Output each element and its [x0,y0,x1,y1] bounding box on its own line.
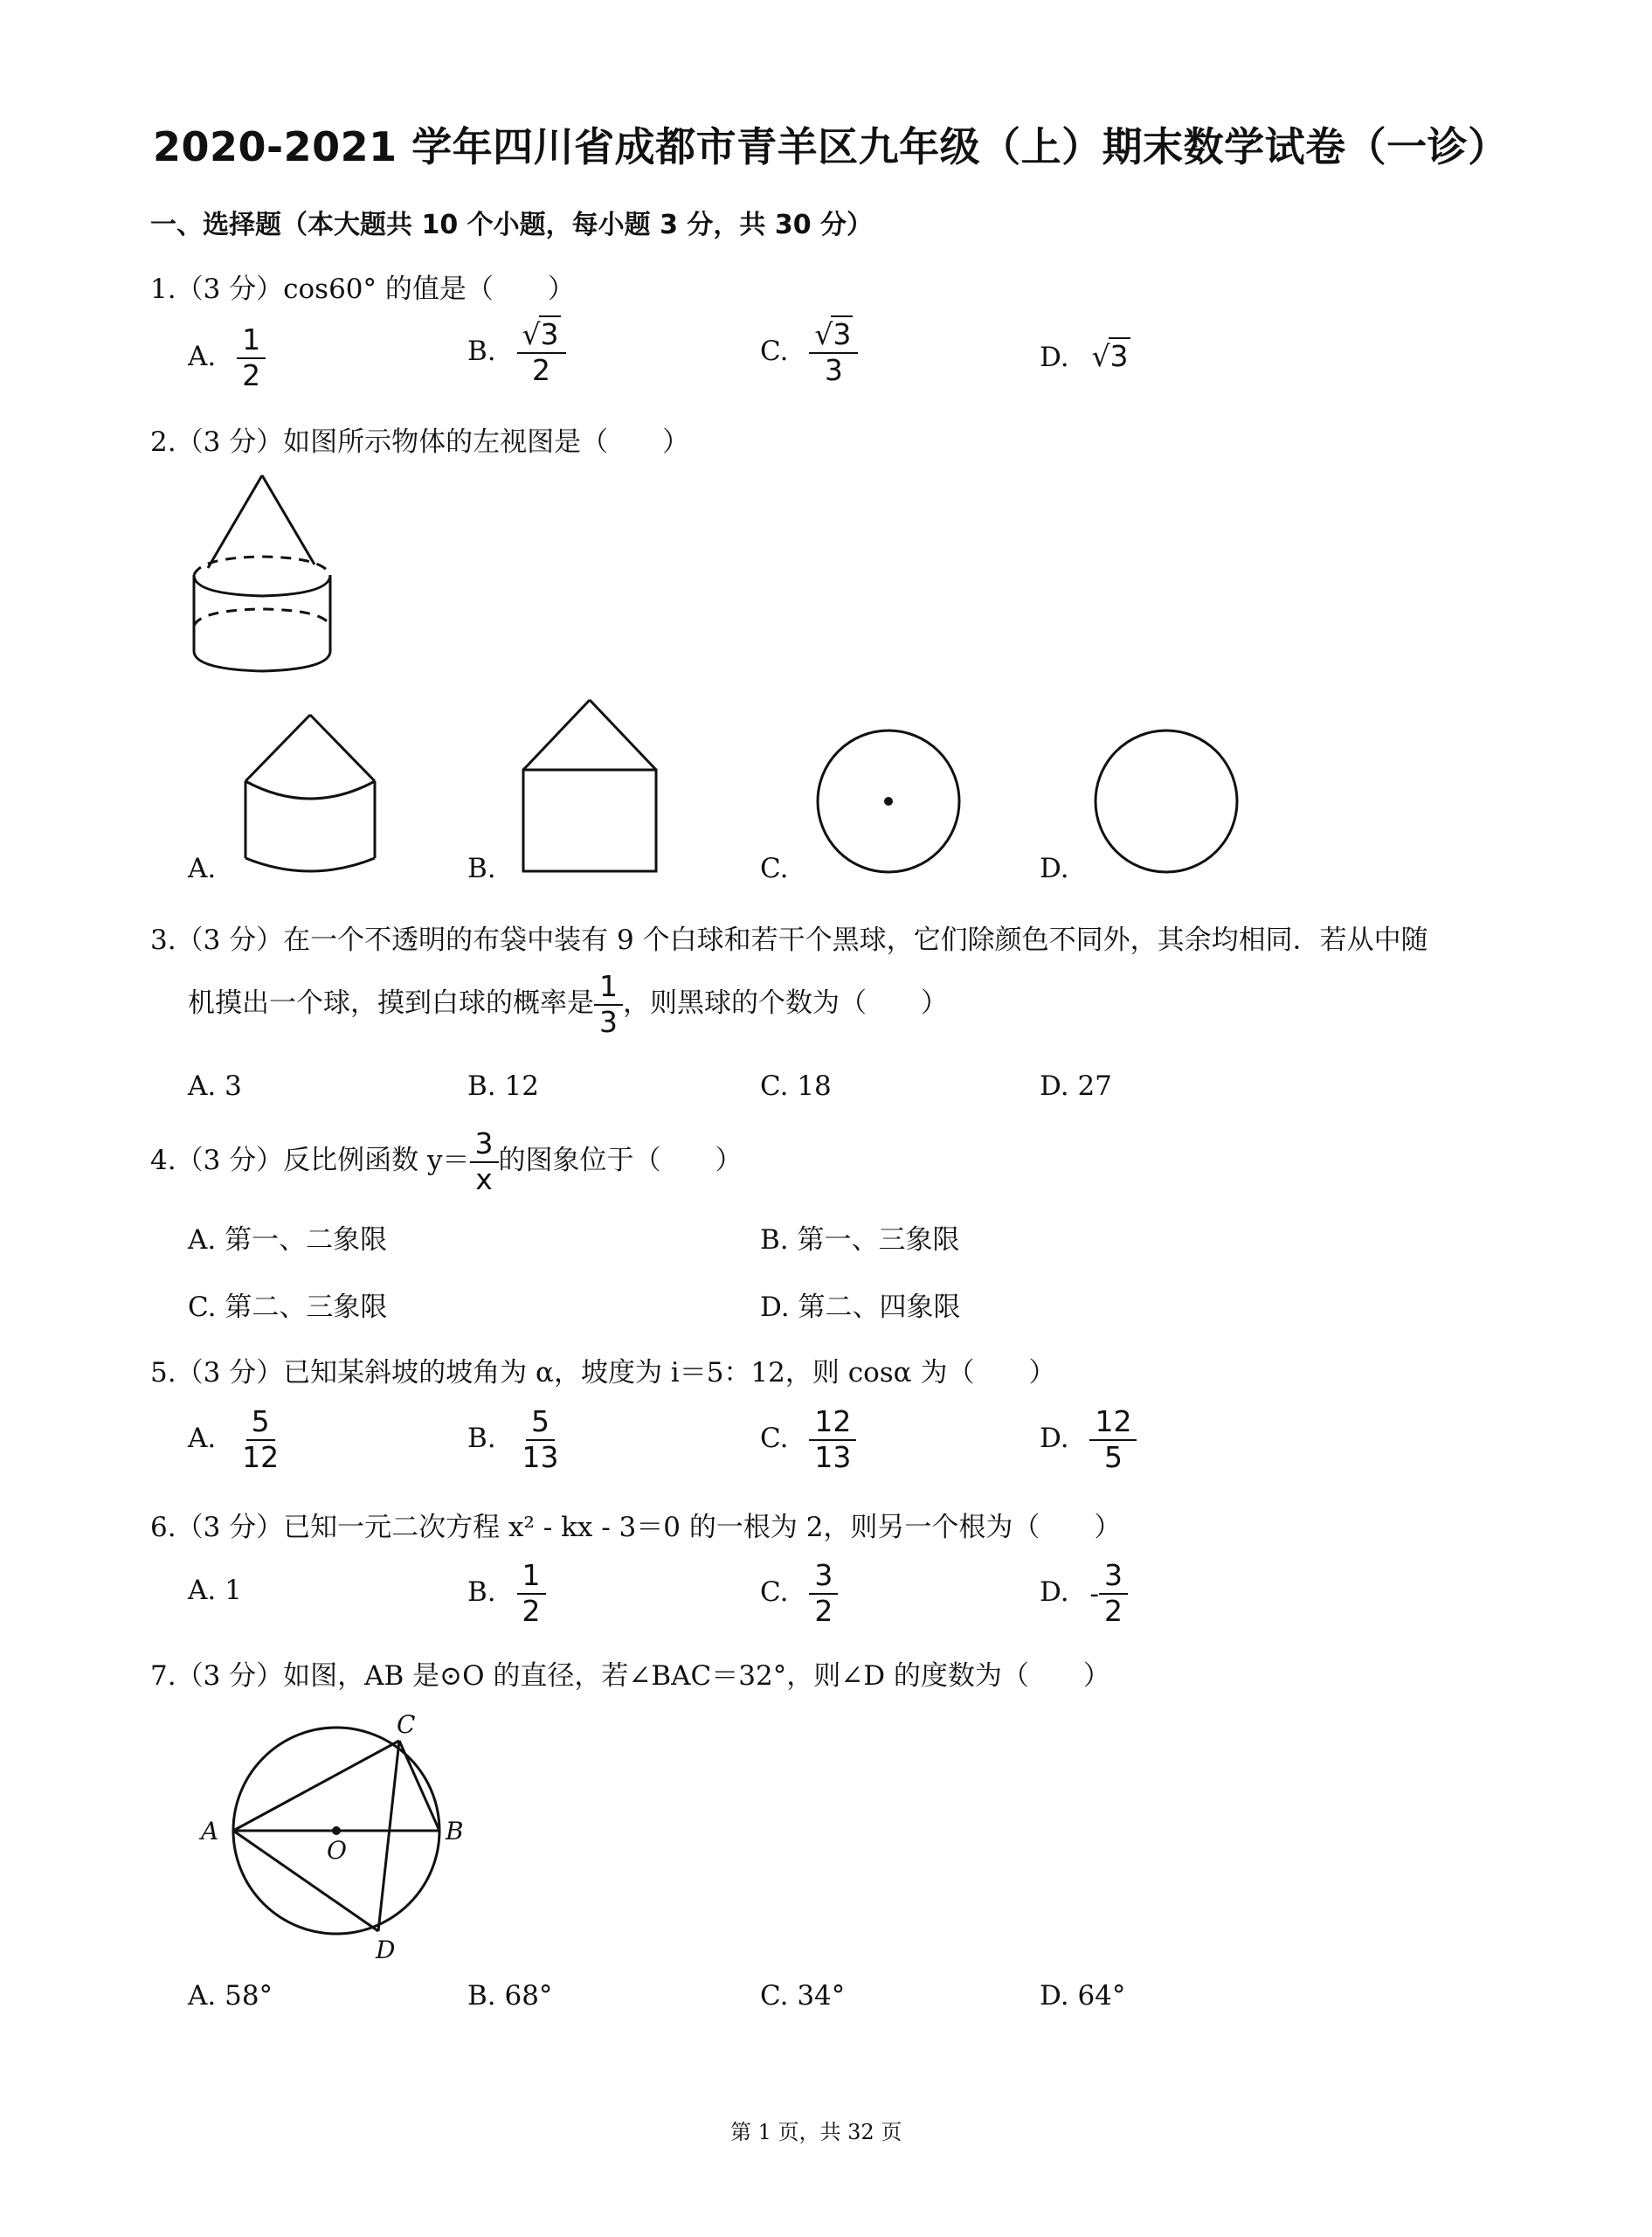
q6-option-d-fraction [1099,1558,1128,1628]
q1-option-b[interactable] [467,317,566,387]
center-dot [884,797,893,806]
q4-option-d[interactable]: D. 第二、四象限 [760,1292,961,1323]
fraction-denominator: 2 [814,1593,833,1628]
chord-ad [233,1831,378,1931]
q3-option-d[interactable]: D. 27 [1040,1070,1112,1102]
q6-option-a[interactable]: A. 1 [188,1575,242,1606]
sqrt-symbol: √3 [522,317,559,351]
fraction-denominator: 13 [522,1439,559,1474]
q5-option-d-label: D. [1040,1423,1069,1455]
q6-option-b-fraction [517,1558,546,1628]
fraction-numerator: 3 [809,1561,838,1595]
q1-option-c[interactable] [760,317,858,387]
fraction-numerator: 5 [246,1407,275,1441]
q2-option-c-label[interactable]: C. [760,853,789,884]
fraction-numerator: 1 [237,325,266,359]
q5-option-d-fraction [1089,1404,1137,1474]
q1-option-a-label: A. [188,341,217,373]
q6-option-c[interactable] [760,1558,838,1628]
fraction-numerator: 12 [1089,1407,1137,1441]
q2-option-b-label[interactable]: B. [467,853,496,884]
question-3-line1: 3.（3 分）在一个不透明的布袋中装有 9 个白球和若干个黑球，它们除颜色不同外，其余均相同．若从中随 [150,925,1428,956]
point-label-b: B [446,1817,464,1846]
q1-option-d-label: D. [1040,342,1069,373]
q7-option-d[interactable]: D. 64° [1040,1980,1126,2012]
sqrt-symbol: √3 [814,317,852,351]
q7-option-a[interactable]: A. 58° [188,1980,273,2012]
question-3-line2 [188,969,948,1039]
q3-option-c[interactable]: C. 18 [760,1070,832,1102]
q6-option-b-label: B. [467,1576,496,1609]
q6-option-d[interactable] [1040,1558,1128,1628]
q2-option-d-figure [1092,730,1241,878]
fraction-denominator: 2 [532,352,551,387]
q5-option-c[interactable] [760,1404,856,1474]
q7-option-b[interactable]: B. 68° [467,1980,553,2012]
q6-option-c-fraction [809,1558,838,1628]
point-label-a: A [201,1817,219,1846]
point-label-d: D [376,1936,396,1964]
q7-option-c[interactable]: C. 34° [760,1980,846,2012]
fraction-numerator [517,317,566,354]
radicand: 3 [540,317,559,351]
fraction-denominator: 13 [814,1439,852,1474]
q3-probability-fraction [594,969,623,1039]
negative-sign: - [1089,1577,1099,1610]
q4-function-fraction [470,1126,499,1196]
q3-line2-post: ，则黑球的个数为（ ） [623,987,948,1020]
fraction-denominator: 2 [522,1593,541,1628]
q4-option-a[interactable]: A. 第一、二象限 [188,1224,388,1256]
q5-option-b-label: B. [467,1423,496,1455]
sqrt-symbol: √3 [1091,339,1129,373]
q5-option-a-label: A. [188,1423,217,1455]
q4-post: 的图象位于（ ） [498,1145,743,1177]
q1-option-b-label: B. [467,336,496,368]
q4-pre: 4.（3 分）反比例函数 y＝ [150,1145,470,1177]
question-7-stem: 7.（3 分）如图，AB 是⊙O 的直径，若∠BAC＝32°，则∠D 的度数为（ ） [150,1660,1110,1692]
q5-option-c-fraction [809,1404,856,1474]
q5-option-a-fraction [237,1404,284,1474]
q1-option-a[interactable] [188,322,266,392]
q2-option-a-label[interactable]: A. [188,853,217,884]
fraction-denominator: 12 [242,1439,280,1474]
q3-option-a[interactable]: A. 3 [188,1070,242,1102]
fraction-numerator: 12 [809,1407,856,1441]
point-label-c: C [397,1710,416,1739]
circle-geometry-figure [192,1708,480,1962]
fraction-denominator: 3 [824,352,843,387]
fraction-numerator: 1 [594,972,623,1006]
q1-option-c-label: C. [760,336,789,368]
q1-option-c-fraction [809,317,858,387]
q1-option-a-fraction [237,322,266,392]
chord-ac [233,1741,399,1831]
fraction-numerator: 3 [470,1129,499,1163]
question-5-stem: 5.（3 分）已知某斜坡的坡角为 α，坡度为 i＝5：12，则 cosα 为（ ） [150,1357,1056,1389]
q2-option-b-figure [520,695,660,878]
q2-option-c-figure [814,730,963,878]
question-1-stem: 1.（3 分）cos60° 的值是（ ） [150,274,575,305]
q1-option-b-fraction [517,317,566,387]
question-6-stem: 6.（3 分）已知一元二次方程 x² - kx - 3＝0 的一根为 2，则另一个根为（ ） [150,1512,1122,1543]
fraction-denominator: x [475,1161,493,1196]
fraction-denominator: 3 [599,1004,618,1039]
page-title: 2020-2021 学年四川省成都市青羊区九年级（上）期末数学试卷（一诊） [153,123,1509,170]
radicand: 3 [833,317,852,351]
question-2-stem: 2.（3 分）如图所示物体的左视图是（ ） [150,426,690,458]
q5-option-a[interactable] [188,1404,284,1474]
fraction-denominator: 2 [1103,1593,1123,1628]
fraction-numerator: 5 [526,1407,555,1441]
q5-option-b-fraction [517,1404,564,1474]
chord-cb [399,1741,439,1831]
chord-cd [378,1741,399,1931]
section-heading: 一、选择题（本大题共 10 个小题，每小题 3 分，共 30 分） [150,210,874,240]
fraction-denominator: 5 [1103,1439,1123,1474]
q2-option-d-label[interactable]: D. [1040,853,1069,884]
q3-line2-pre: 机摸出一个球，摸到白球的概率是 [188,987,594,1020]
q3-option-b[interactable]: B. 12 [467,1070,539,1102]
q6-option-b[interactable] [467,1558,546,1628]
q4-option-c[interactable]: C. 第二、三象限 [188,1292,388,1323]
fraction-numerator: 1 [517,1561,546,1595]
center-point [332,1826,341,1835]
fraction-numerator: 3 [1099,1561,1128,1595]
q2-option-a-figure [240,710,380,876]
cone-cylinder-figure [183,472,341,673]
q5-option-b[interactable] [467,1404,564,1474]
question-4-stem [150,1126,743,1196]
q5-option-c-label: C. [760,1423,789,1455]
q5-option-d[interactable] [1040,1404,1137,1474]
q4-option-b[interactable]: B. 第一、三象限 [760,1224,960,1256]
fraction-numerator [809,317,858,354]
page-footer: 第 1 页，共 32 页 [730,2120,902,2144]
point-label-o: O [327,1836,347,1865]
q6-option-d-label: D. [1040,1576,1069,1609]
q6-option-c-label: C. [760,1576,789,1609]
q1-option-d[interactable] [1040,339,1130,373]
radicand: 3 [1109,339,1129,373]
fraction-denominator: 2 [242,357,261,392]
